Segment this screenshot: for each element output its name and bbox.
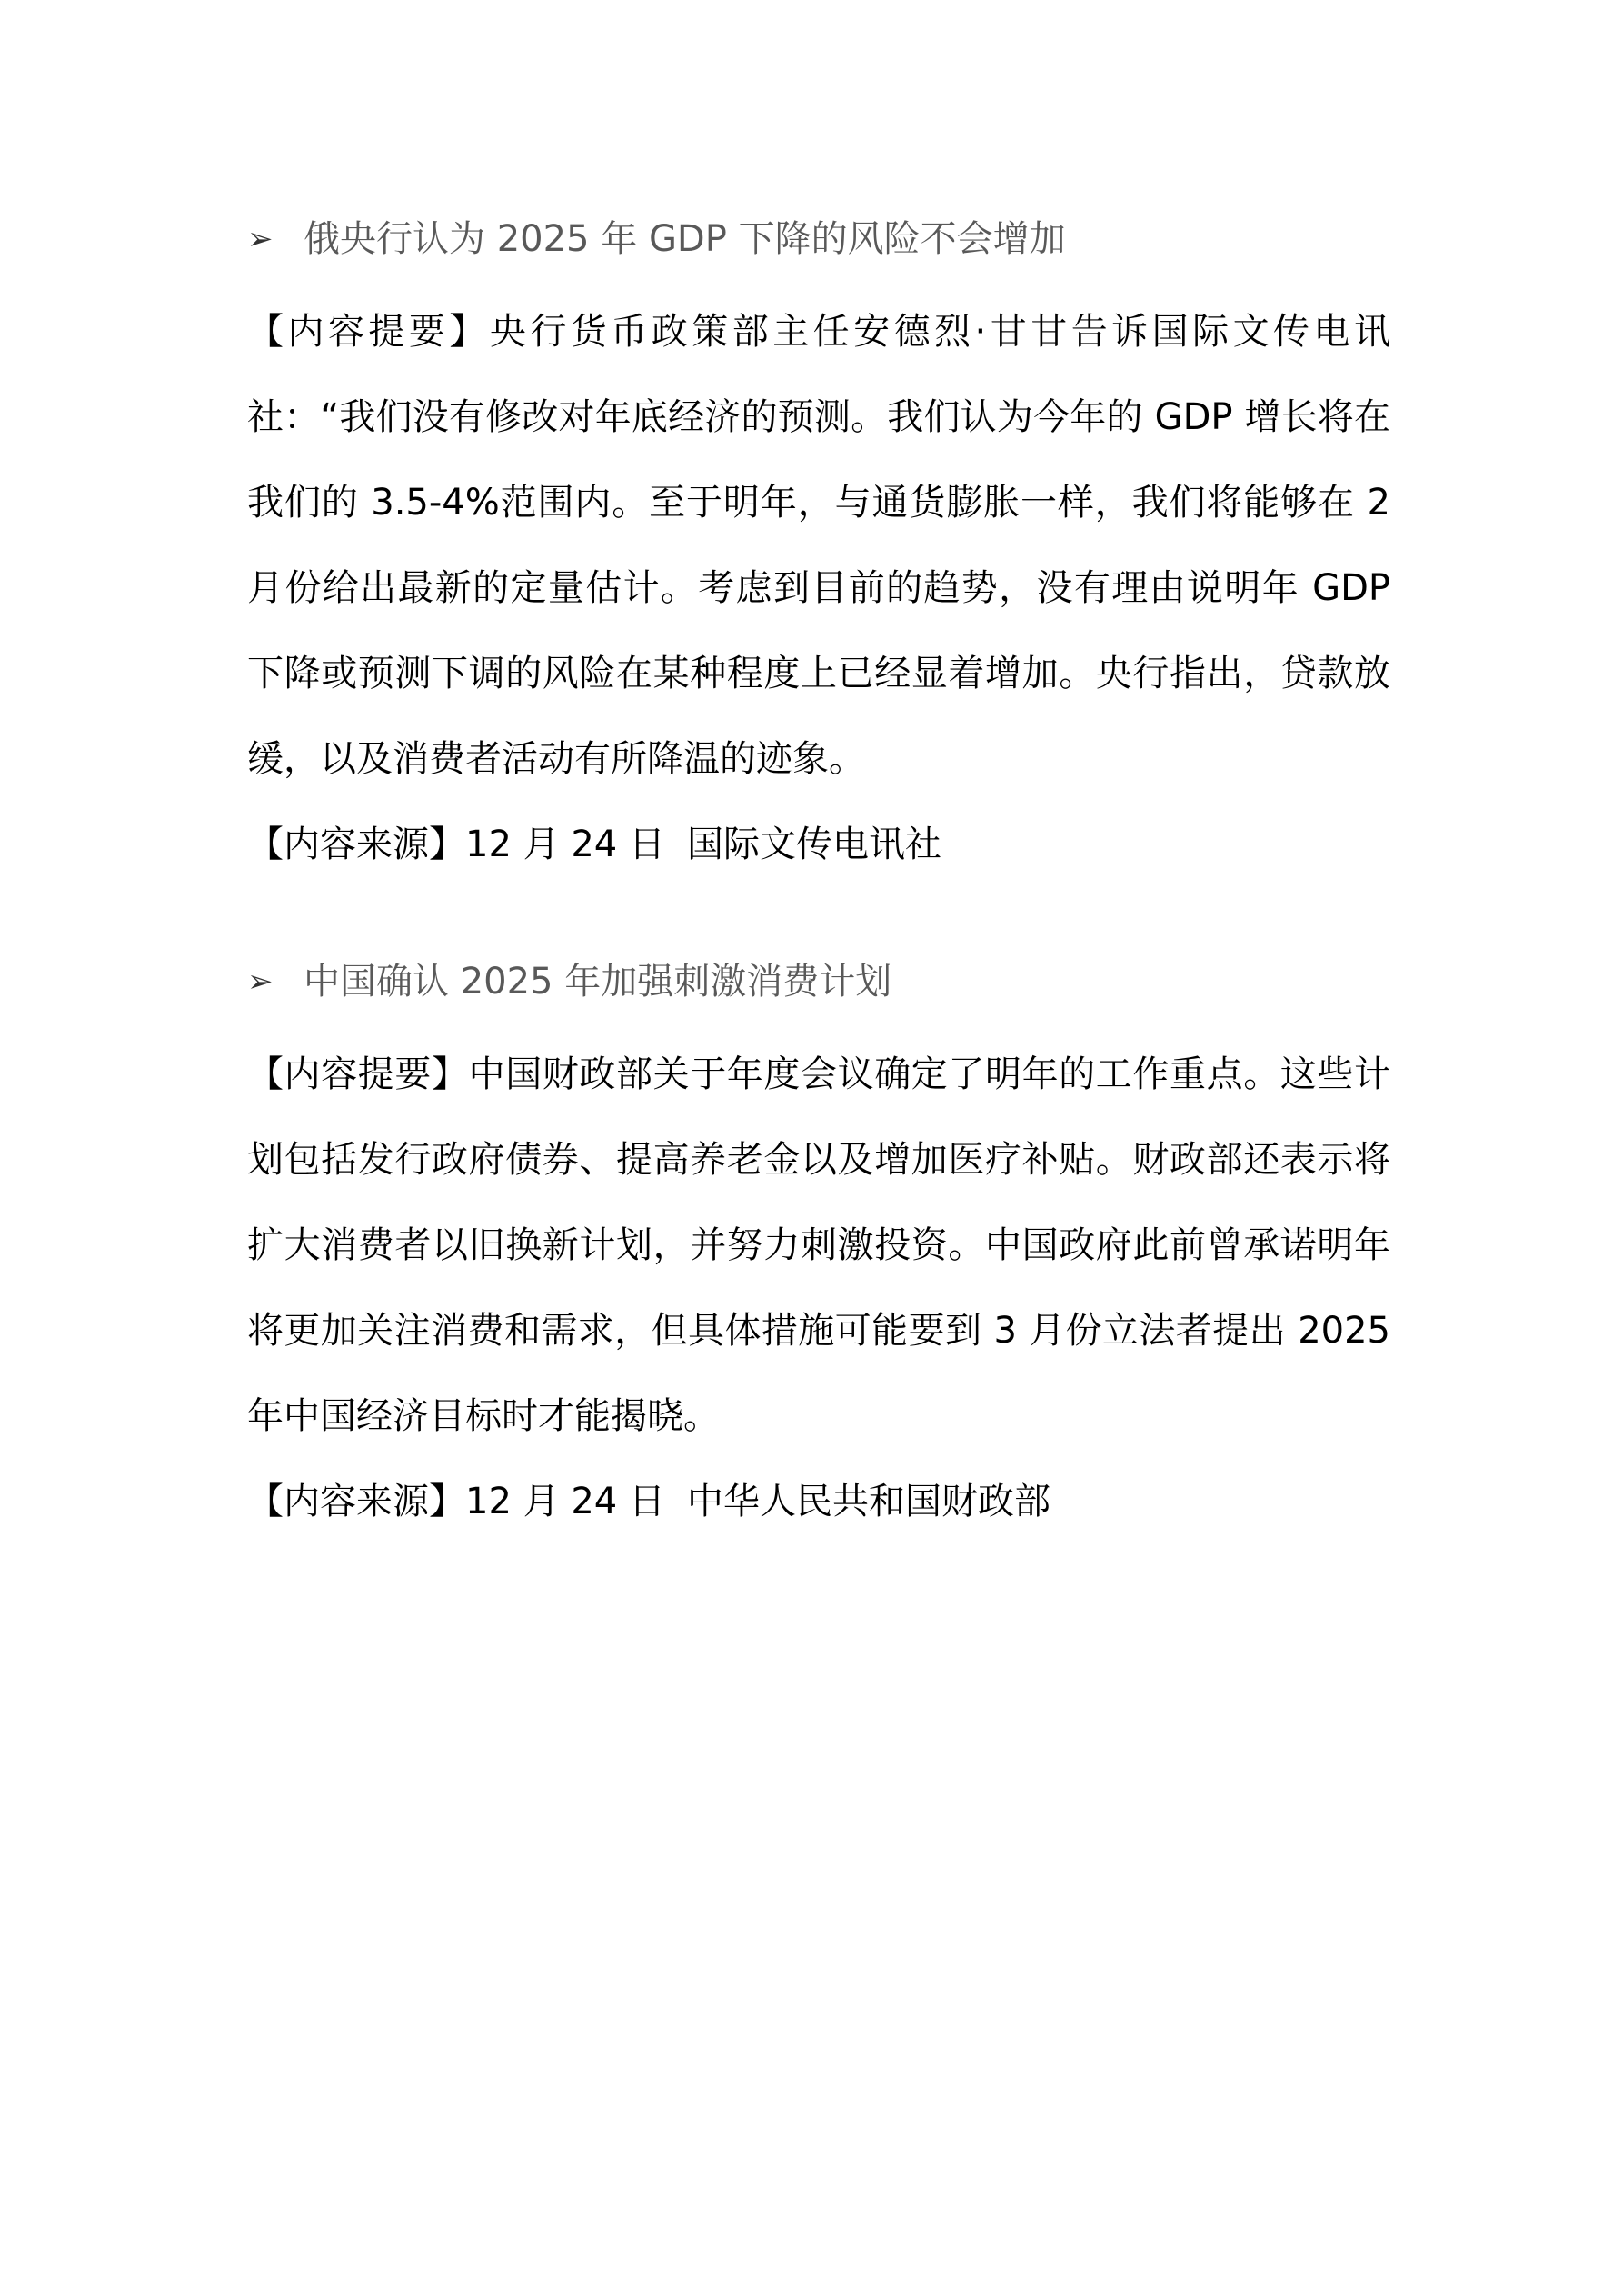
news-summary: [247, 1032, 1390, 1459]
summary-tag: 【内容提要】: [247, 311, 490, 353]
source-tag: 【内容来源】: [247, 1481, 465, 1522]
source-name: 中华人民共和国财政部: [686, 1481, 1050, 1522]
news-item: [247, 207, 1390, 887]
headline-text: 中国确认 2025 年加强刺激消费计划: [304, 961, 892, 1003]
arrow-bullet-icon: ➢: [247, 221, 274, 257]
summary-text: 央行货币政策部主任安德烈·甘甘告诉国际文传电讯社：“我们没有修改对年底经济的预测。我们认为今年的 GDP 增长将在我们的 3.5-4%范围内。至于明年，与通货膨胀一样，我们将能够在 2 月份给出最新的定量估计。考虑到目前的趋势，没有理由说明年 GDP 下降或预测下调的风险在某种程度上已经显着增加。央行指出，贷款放缓，以及消费者活动有所降温的迹象。: [247, 311, 1391, 780]
source-date: 12 月 24 日: [465, 824, 665, 865]
news-headline: [247, 950, 1390, 1013]
arrow-bullet-icon: ➢: [247, 963, 274, 1000]
summary-tag: 【内容提要】: [247, 1053, 469, 1095]
headline-text: 俄央行认为 2025 年 GDP 下降的风险不会增加: [304, 218, 1066, 260]
news-source: [247, 1459, 1390, 1544]
source-name: 国际文传电讯社: [686, 824, 941, 865]
news-item: [247, 950, 1390, 1544]
news-source: [247, 802, 1390, 887]
source-tag: 【内容来源】: [247, 824, 465, 865]
news-headline: [247, 207, 1390, 271]
news-summary: [247, 289, 1390, 802]
source-date: 12 月 24 日: [465, 1481, 665, 1522]
summary-text: 中国财政部关于年度会议确定了明年的工作重点。这些计划包括发行政府债券、提高养老金以及增加医疗补贴。财政部还表示将扩大消费者以旧换新计划，并努力刺激投资。中国政府此前曾承诺明年将更加关注消费和需求，但具体措施可能要到 3 月份立法者提出 2025 年中国经济目标时才能揭晓。: [247, 1053, 1391, 1437]
